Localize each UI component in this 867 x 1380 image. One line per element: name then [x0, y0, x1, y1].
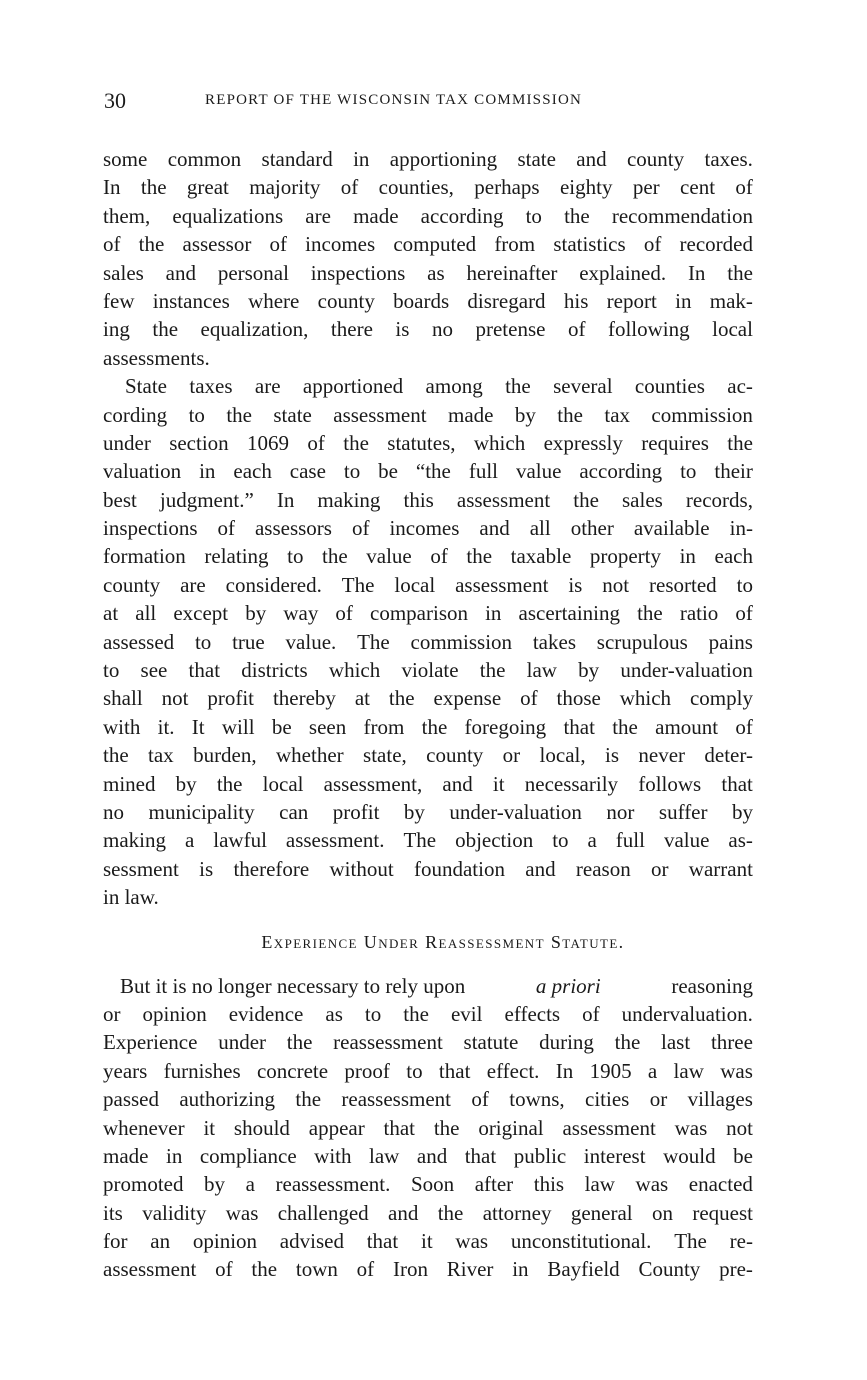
text-segment: reasoning	[671, 973, 753, 998]
text-line: passed authorizing the reassessment of towns, cities or villages	[103, 1087, 753, 1112]
text-line: whenever it should appear that the original assessment was not	[103, 1115, 753, 1140]
text-line: or opinion evidence as to the evil effects of undervaluation.	[103, 1001, 753, 1026]
text-line: inspections of assessors of incomes and all other available in-	[103, 516, 753, 541]
text-line: the tax burden, whether state, county or local, is never deter-	[103, 743, 753, 768]
text-line: shall not profit thereby at the expense of those which comply	[103, 686, 753, 711]
text-line: promoted by a reassessment. Soon after this law was enacted	[103, 1172, 753, 1197]
text-line: In the great majority of counties, perhaps eighty per cent of	[103, 175, 753, 200]
text-line: Experience under the reassessment statute during the last three	[103, 1030, 753, 1055]
text-line: assessment of the town of Iron River in Bayfield County pre-	[103, 1257, 753, 1282]
text-line: formation relating to the value of the taxable property in each	[103, 544, 753, 569]
body-text	[103, 145, 753, 1284]
text-line: to see that districts which violate the law by under-valuation	[103, 658, 753, 683]
paragraph-1	[103, 145, 753, 372]
text-line: under section 1069 of the statutes, which expressly requires the	[103, 430, 753, 455]
text-line: at all except by way of comparison in ascertaining the ratio of	[103, 601, 753, 626]
page-number: 30	[104, 88, 126, 113]
text-line: county are considered. The local assessment is not resorted to	[103, 572, 753, 597]
text-line: some common standard in apportioning state and county taxes.	[103, 147, 753, 171]
text-line: in law.	[103, 885, 159, 910]
text-line: assessed to true value. The commission takes scrupulous pains	[103, 629, 753, 654]
text-line: cording to the state assessment made by the tax commission	[103, 402, 753, 427]
text-line: no municipality can profit by under-valuation nor suffer by	[103, 799, 753, 824]
paragraph-3	[103, 972, 753, 1284]
text-line	[103, 972, 753, 1000]
text-line: few instances where county boards disregard his report in mak-	[103, 288, 753, 313]
text-line: for an opinion advised that it was unconstitutional. The re-	[103, 1229, 753, 1254]
text-line: with it. It will be seen from the foregoing that the amount of	[103, 714, 753, 739]
text-line: its validity was challenged and the attorney general on request	[103, 1200, 753, 1225]
text-line: of the assessor of incomes computed from statistics of recorded	[103, 232, 753, 257]
text-line: assessments.	[103, 345, 210, 370]
text-line: making a lawful assessment. The objection to a full value as-	[103, 828, 753, 853]
text-line: sessment is therefore without foundation and reason or warrant	[103, 856, 753, 881]
text-line: best judgment.” In making this assessment the sales records,	[103, 487, 753, 512]
text-line: made in compliance with law and that public interest would be	[103, 1143, 753, 1168]
text-line: valuation in each case to be “the full value according to their	[103, 459, 753, 484]
running-header	[0, 88, 867, 116]
text-line: mined by the local assessment, and it necessarily follows that	[103, 771, 753, 796]
text-line: sales and personal inspections as hereinafter explained. In the	[103, 260, 753, 285]
text-line: years furnishes concrete proof to that effect. In 1905 a law was	[103, 1058, 753, 1083]
text-line: them, equalizations are made according to the recommendation	[103, 203, 753, 228]
running-header-title: REPORT OF THE WISCONSIN TAX COMMISSION	[205, 92, 583, 108]
text-segment: But it is no longer necessary to rely upon	[120, 973, 466, 998]
paragraph-2	[103, 372, 753, 911]
italic-phrase: a priori	[535, 973, 601, 998]
text-line: ing the equalization, there is no pretense of following local	[103, 317, 753, 342]
text-line: State taxes are apportioned among the several counties ac-	[125, 374, 753, 399]
section-heading: Experience Under Reassessment Statute.	[261, 931, 625, 952]
